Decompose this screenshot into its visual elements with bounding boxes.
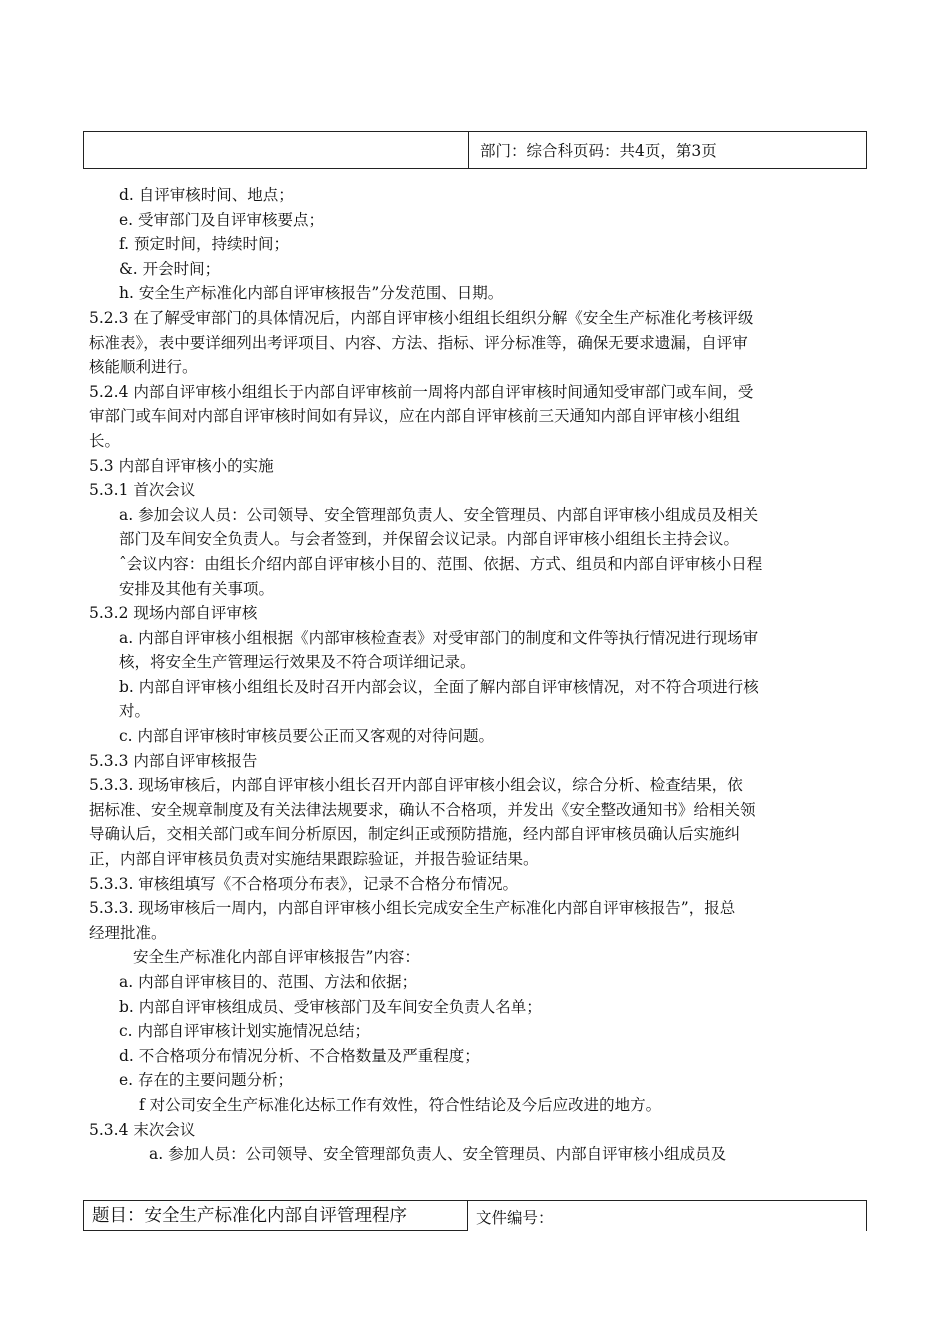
body-line: 安全生产标准化内部自评审核报告”内容： <box>133 948 420 967</box>
body-line: d. 不合格项分布情况分析、不合格数量及严重程度； <box>119 1046 480 1065</box>
body-line: 5.3.3 内部自评审核报告 <box>89 751 258 770</box>
body-line: 5.2.4 内部自评审核小组组长于内部自评审核前一周将内部自评审核时间通知受审部门或车间，受 <box>89 382 754 401</box>
header-table <box>83 131 867 169</box>
body-line: 5.3 内部自评审核小的实施 <box>89 456 274 475</box>
body-line: c. 内部自评审核计划实施情况总结； <box>119 1022 371 1041</box>
body-line: 审部门或车间对内部自评审核时间如有异议，应在内部自评审核前三天通知内部自评审核小组组 <box>89 407 741 426</box>
body-line: 长。 <box>89 431 121 450</box>
body-line: a. 内部自评审核小组根据《内部审核检查表》对受审部门的制度和文件等执行情况进行现场审 <box>119 628 759 647</box>
body-line: 导确认后，交相关部门或车间分析原因，制定纠正或预防措施，经内部自评审核员确认后实施纠 <box>89 825 741 844</box>
body-line: 标准表》，表中要详细列出考评项目、内容、方法、指标、评分标准等，确保无要求遗漏，自评审 <box>89 333 748 352</box>
body-line: 5.3.1 首次会议 <box>89 481 196 500</box>
body-line: ˆ会议内容：由组长介绍内部自评审核小目的、范围、依据、方式、组员和内部自评审核小日程 <box>119 554 763 573</box>
body-line: 5.3.3. 现场审核后，内部自评审核小组长召开内部自评审核小组会议，综合分析、检查结果，依 <box>89 776 743 795</box>
footer-table <box>83 1200 867 1231</box>
body-line: 5.3.2 现场内部自评审核 <box>89 604 258 623</box>
body-line: 5.3.4 末次会议 <box>89 1120 196 1139</box>
document-title: 题目：安全生产标准化内部自评管理程序 <box>84 1201 468 1231</box>
body-line: a. 参加会议人员：公司领导、安全管理部负责人、安全管理员、内部自评审核小组成员及相关 <box>119 505 759 524</box>
header-empty-cell <box>84 132 469 168</box>
body-line: 经理批准。 <box>89 923 167 942</box>
body-line: 5.3.3. 审核组填写《不合格项分布表》，记录不合格分布情况。 <box>89 874 519 893</box>
body-line: e. 存在的主要问题分析； <box>119 1071 294 1090</box>
body-line: 据标准、安全规章制度及有关法律法规要求，确认不合格项，并发出《安全整改通知书》给相关领 <box>89 800 756 819</box>
body-line: c. 内部自评审核时审核员要公正而又客观的对待问题。 <box>119 727 495 746</box>
body-line: a. 内部自评审核目的、范围、方法和依据； <box>119 973 418 991</box>
body-line: 对。 <box>119 702 151 721</box>
body-line: 安排及其他有关事项。 <box>119 579 275 598</box>
document-number-label: 文件编号： <box>476 1209 554 1227</box>
body-line: 5.2.3 在了解受审部门的具体情况后，内部自评审核小组组长组织分解《安全生产标准化考核评级 <box>89 308 754 327</box>
body-line: 正，内部自评审核员负责对实施结果跟踪验证，并报告验证结果。 <box>89 850 539 869</box>
body-line: h. 安全生产标准化内部自评审核报告”分发范围、日期。 <box>119 284 504 303</box>
body-line: a. 参加人员：公司领导、安全管理部负责人、安全管理员、内部自评审核小组成员及 <box>149 1145 727 1164</box>
body-line: 核能顺利进行。 <box>89 358 198 377</box>
body-line: b. 内部自评审核小组组长及时召开内部会议，全面了解内部自评审核情况，对不符合项进行核 <box>119 677 759 696</box>
body-line: 核，将安全生产管理运行效果及不符合项详细记录。 <box>119 653 476 672</box>
body-line: 5.3.3. 现场审核后一周内，内部自评审核小组长完成安全生产标准化内部自评审核报告”，报总 <box>89 899 736 918</box>
body-line: b. 内部自评审核组成员、受审核部门及车间安全负责人名单； <box>119 997 542 1016</box>
body-line: e. 受审部门及自评审核要点； <box>119 210 325 229</box>
body-line: &. 开会时间； <box>119 259 221 278</box>
body-line: d. 自评审核时间、地点； <box>119 186 294 204</box>
body-line: f. 预定时间，持续时间； <box>119 235 290 254</box>
body-line: f 对公司安全生产标准化达标工作有效性，符合性结论及今后应改进的地方。 <box>139 1095 662 1114</box>
document-body <box>89 183 869 1167</box>
body-line: 部门及车间安全负责人。与会者签到，并保留会议记录。内部自评审核小组组长主持会议。 <box>119 530 740 549</box>
department-page-info: 部门：综合科页码：共4页，第3页 <box>480 142 717 160</box>
